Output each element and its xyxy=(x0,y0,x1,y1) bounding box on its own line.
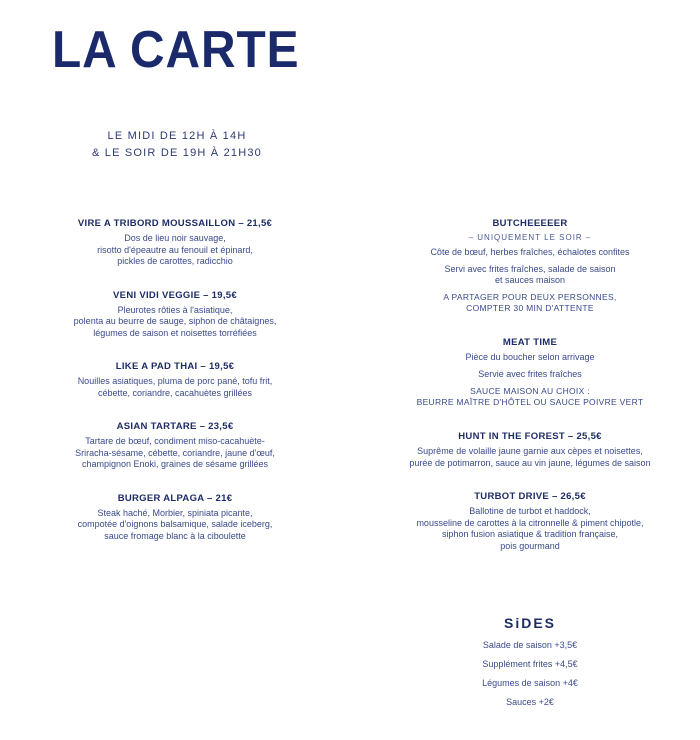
dish-desc: polenta au beurre de sauge, siphon de châtaignes, xyxy=(73,316,277,326)
right-column xyxy=(380,218,680,574)
side-item: Supplément frites +4,5€ xyxy=(482,659,578,669)
opening-hours xyxy=(60,128,294,162)
dish-note-line: A PARTAGER POUR DEUX PERSONNES, xyxy=(443,292,617,302)
dish-note xyxy=(380,386,680,407)
dish-desc: pois gourmand xyxy=(500,540,560,551)
dish-desc: Ballotine de turbot et haddock, xyxy=(469,506,591,516)
sides-title: SiDES xyxy=(503,615,556,631)
dish-desc: Côte de bœuf, herbes fraîches, échalotes confites xyxy=(430,247,630,257)
dish xyxy=(40,361,310,399)
dish-name: BUTCHEEEEER xyxy=(492,218,568,229)
dish-desc: Tartare de bœuf, condiment miso-cacahuète- xyxy=(85,436,265,446)
dish-turbot xyxy=(380,491,680,552)
dish-hunt xyxy=(380,431,680,469)
dish-butcher xyxy=(380,218,680,313)
dish-note-line: COMPTER 30 MIN D'ATTENTE xyxy=(466,302,594,313)
dish-desc: purée de potimarron, sauce au vin jaune, légumes de saison xyxy=(409,457,651,468)
dish-note: – UNIQUEMENT LE SOIR – xyxy=(468,233,592,242)
dish-desc: Servie avec frites fraîches xyxy=(478,369,582,379)
dish xyxy=(40,421,310,471)
dish-desc: Pièce du boucher selon arrivage xyxy=(465,352,595,362)
side-item: Sauces +2€ xyxy=(506,697,554,707)
dish-desc-line: Servi avec frites fraîches, salade de saison xyxy=(444,264,616,274)
dish xyxy=(40,493,310,543)
dish-name: MEAT TIME xyxy=(502,337,558,348)
side-item: Salade de saison +3,5€ xyxy=(482,640,578,650)
sides-section xyxy=(440,615,620,712)
dish-desc-line: et sauces maison xyxy=(494,275,566,285)
dish-desc: Sriracha-sésame, cébette, coriandre, jaune d'œuf, xyxy=(75,447,275,458)
hours-dinner: & LE SOIR DE 19H À 21H30 xyxy=(91,147,263,159)
hours-lunch: LE MIDI DE 12H À 14H xyxy=(107,130,247,142)
dish-desc: mousseline de carottes à la citronnelle & piment chipotle, xyxy=(416,517,644,528)
dish xyxy=(40,218,310,268)
dish-desc xyxy=(380,264,680,286)
dish-desc: Suprême de volaille jaune garnie aux cèpes et noisettes, xyxy=(417,446,643,456)
dish-name: LIKE A PAD THAI – 19,5€ xyxy=(115,361,235,372)
dish-desc: sauce fromage blanc à la ciboulette xyxy=(104,530,246,541)
dish-desc: risotto d'épeautre au fenouil et épinard, xyxy=(97,244,253,255)
dish-note-line: BEURRE MAÎTRE D'HÔTEL OU SAUCE POIVRE VERT xyxy=(416,396,644,407)
dish-desc: Nouilles asiatiques, pluma de porc pané, tofu frit, xyxy=(77,376,273,386)
dish-name: TURBOT DRIVE – 26,5€ xyxy=(474,491,586,502)
dish-name: VENI VIDI VEGGIE – 19,5€ xyxy=(113,289,237,301)
dish-desc: siphon fusion asiatique & tradition française, xyxy=(441,529,619,539)
dish xyxy=(40,290,310,340)
left-column xyxy=(40,218,310,564)
dish-desc: Pleurotes rôties à l'asiatique, xyxy=(117,304,233,315)
dish-name: ASIAN TARTARE – 23,5€ xyxy=(116,421,234,432)
dish-note xyxy=(380,292,680,313)
dish-desc: compotée d'oignons balsamique, salade iceberg, xyxy=(77,519,273,529)
dish-desc: Steak haché, Morbier, spiniata picante, xyxy=(97,507,253,518)
dish-desc: cébette, coriandre, cacahuètes grillées xyxy=(97,387,253,398)
dish-name: HUNT IN THE FOREST – 25,5€ xyxy=(458,431,602,442)
dish-desc: Dos de lieu noir sauvage, xyxy=(124,233,226,243)
dish-desc: pickles de carottes, radicchio xyxy=(117,256,233,266)
dish-name: VIRE A TRIBORD MOUSSAILLON – 21,5€ xyxy=(77,218,273,229)
dish-desc: légumes de saison et noisettes torréfiées xyxy=(93,327,257,338)
dish-desc: champignon Enoki, graines de sésame grillées xyxy=(81,459,269,469)
page-title: LA CARTE xyxy=(52,21,300,79)
dish-meat-time xyxy=(380,337,680,407)
side-item: Légumes de saison +4€ xyxy=(482,678,578,688)
dish-note-line: SAUCE MAISON AU CHOIX : xyxy=(470,386,590,396)
dish-name: BURGER ALPAGA – 21€ xyxy=(117,492,233,504)
